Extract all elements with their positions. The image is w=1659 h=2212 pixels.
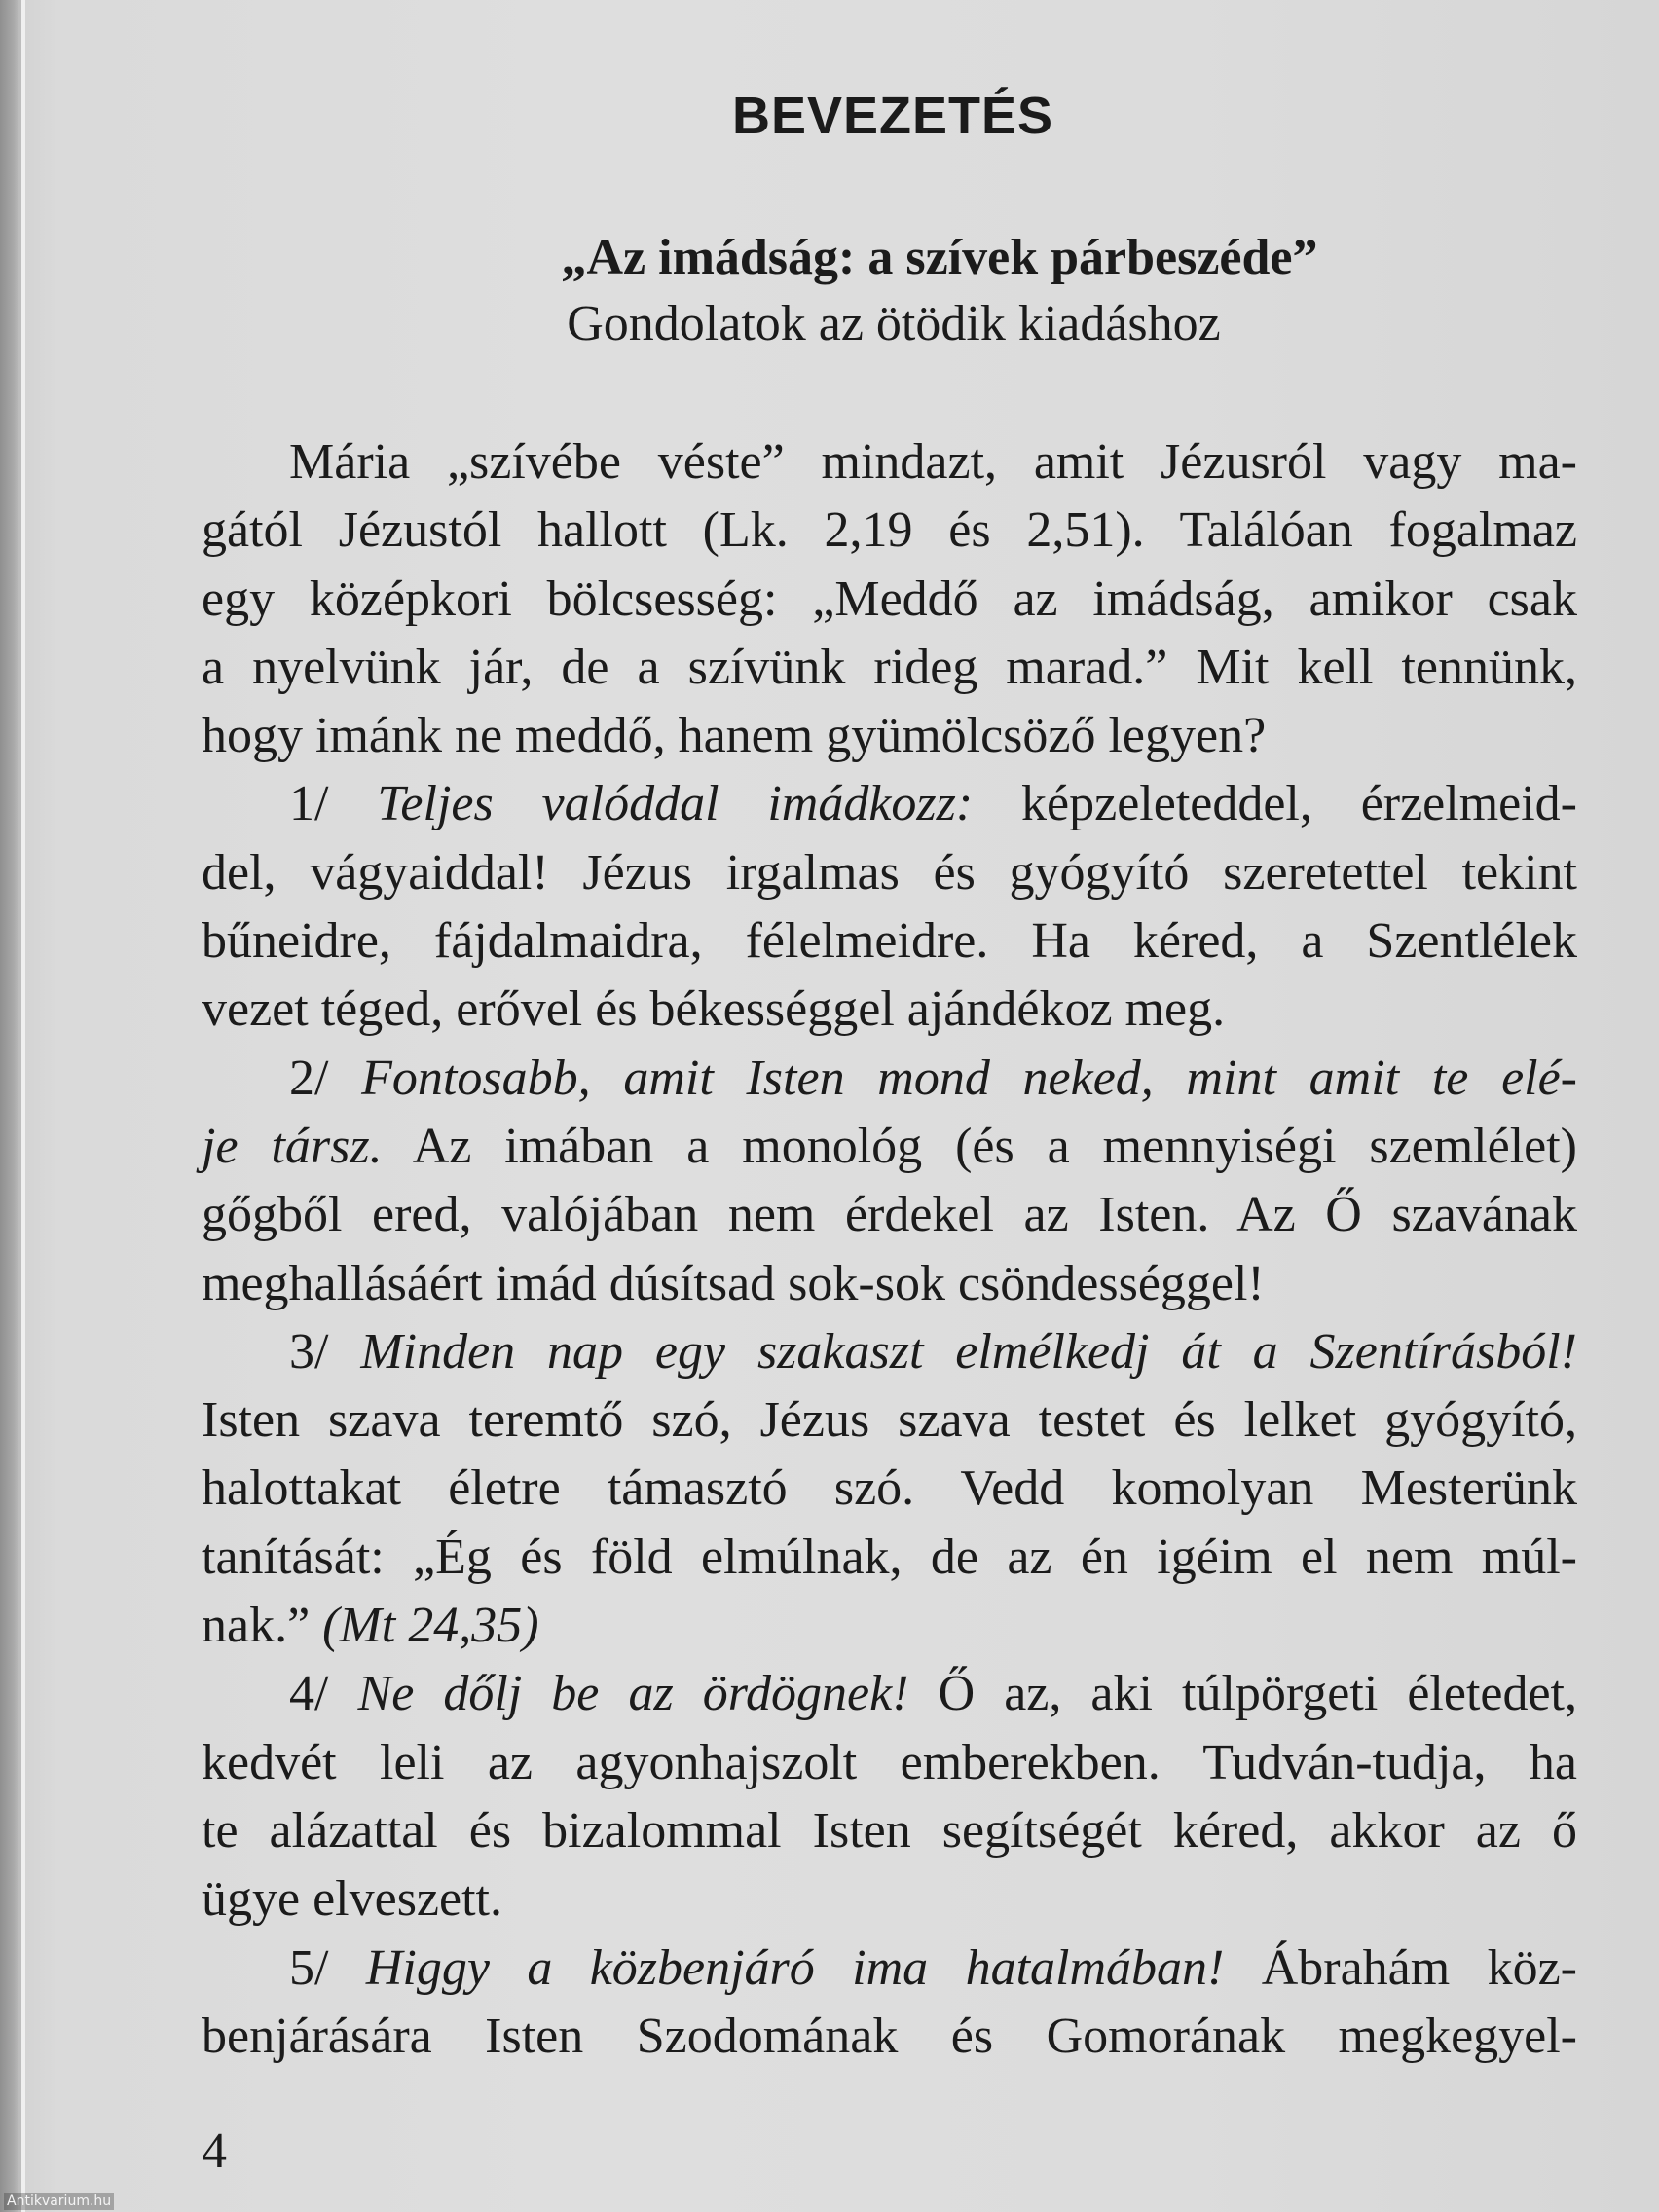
text-line — [202, 497, 1577, 565]
text-line — [202, 566, 1577, 634]
text-line — [202, 1935, 1577, 2003]
page-edge — [21, 0, 25, 2212]
text-line — [202, 1386, 1577, 1455]
text-segment: tanítását: „Ég és föld elmúlnak, de az én igéim el nem múl- — [202, 1529, 1577, 1585]
text-line — [202, 907, 1577, 976]
watermark: Antikvarium.hu — [4, 2193, 114, 2210]
text-line — [202, 702, 1577, 770]
text-segment: del, vágyaiddal! Jézus irgalmas és gyógyító szeretettel tekint — [202, 844, 1577, 901]
text-segment: meghallásáért imád dúsítsad sok-sok csöndességgel! — [202, 1255, 1265, 1311]
text-segment: a nyelvünk jár, de a szívünk rideg marad.” Mit kell tennünk, — [202, 639, 1577, 695]
text-segment: Mária „szívébe véste” mindazt, amit Jézusról vagy ma- — [289, 434, 1577, 490]
italic-segment: je társz. — [202, 1118, 383, 1174]
text-segment: vezet téged, erővel és békességgel ajándékoz meg. — [202, 981, 1226, 1038]
text-segment: Ábrahám köz- — [1224, 1939, 1577, 1996]
text-line — [202, 1592, 1577, 1660]
text-line — [202, 976, 1577, 1044]
text-line — [202, 1113, 1577, 1181]
text-line — [202, 2003, 1577, 2071]
body-text — [202, 428, 1577, 2071]
text-line — [202, 1045, 1577, 1113]
text-segment: 5/ — [289, 1939, 366, 1996]
text-segment: Az imában a monológ (és a mennyiségi szemlélet) — [382, 1118, 1578, 1174]
italic-segment: Higgy a közbenjáró ima hatalmában! — [365, 1939, 1225, 1996]
text-segment: gától Jézustól hallott (Lk. 2,19 és 2,51). Találóan fogalmaz — [202, 502, 1577, 559]
text-line — [202, 1729, 1577, 1797]
text-segment: Ő az, aki túlpörgeti életedet, — [908, 1666, 1577, 1722]
text-segment: 4/ — [289, 1666, 358, 1722]
chapter-title: BEVEZETÉS — [731, 87, 1054, 145]
text-segment: bűneidre, fájdalmaidra, félelmeidre. Ha kéred, a Szentlélek — [202, 913, 1577, 970]
italic-segment: Minden nap egy szakaszt elmélkedj át a Szentírásból! — [360, 1323, 1577, 1380]
section-heading: „Az imádság: a szívek párbeszéde” — [561, 230, 1318, 285]
text-segment: benjárására Isten Szodomának és Gomorának megkegyel- — [202, 2008, 1577, 2064]
text-line — [202, 1181, 1577, 1249]
text-segment: képzeleteddel, érzelmeid- — [973, 776, 1577, 832]
text-segment: hogy imánk ne meddő, hanem gyümölcsöző legyen? — [202, 708, 1267, 764]
text-segment: 1/ — [289, 776, 378, 832]
text-segment: gőgből ered, valójában nem érdekel az Isten. Az Ő szavának — [202, 1187, 1577, 1243]
text-segment: 3/ — [289, 1323, 361, 1380]
text-line — [202, 1524, 1577, 1592]
italic-segment: (Mt 24,35) — [322, 1598, 539, 1654]
italic-segment: Fontosabb, amit Isten mond neked, mint amit te elé- — [361, 1050, 1577, 1106]
text-line — [202, 428, 1577, 497]
text-segment: egy középkori bölcsesség: „Meddő az imádság, amikor csak — [202, 571, 1577, 627]
text-line — [202, 1318, 1577, 1386]
section-subheading: Gondolatok az ötödik kiadáshoz — [567, 296, 1221, 351]
text-line — [202, 770, 1577, 838]
text-segment: te alázattal és bizalommal Isten segítségét kéred, akkor az ő — [202, 1802, 1577, 1859]
text-line — [202, 839, 1577, 907]
text-segment: Isten szava teremtő szó, Jézus szava testet és lelket gyógyító, — [202, 1392, 1577, 1449]
text-line — [202, 1797, 1577, 1865]
page-number: 4 — [202, 2123, 227, 2179]
book-binding-shadow — [0, 0, 21, 2212]
text-segment: ügye elveszett. — [202, 1871, 502, 1928]
text-segment: 2/ — [289, 1050, 362, 1106]
italic-segment: Teljes valóddal imádkozz: — [377, 776, 974, 832]
text-line — [202, 1865, 1577, 1934]
italic-segment: Ne dőlj be az ördögnek! — [357, 1666, 909, 1722]
text-segment: kedvét leli az agyonhajszolt emberekben. Tudván-tudja, ha — [202, 1734, 1577, 1790]
text-line — [202, 1455, 1577, 1523]
text-line — [202, 1660, 1577, 1728]
text-segment: halottakat életre támasztó szó. Vedd komolyan Mesterünk — [202, 1460, 1577, 1517]
text-line — [202, 1250, 1577, 1318]
text-segment: nak.” — [202, 1598, 323, 1654]
text-line — [202, 634, 1577, 702]
